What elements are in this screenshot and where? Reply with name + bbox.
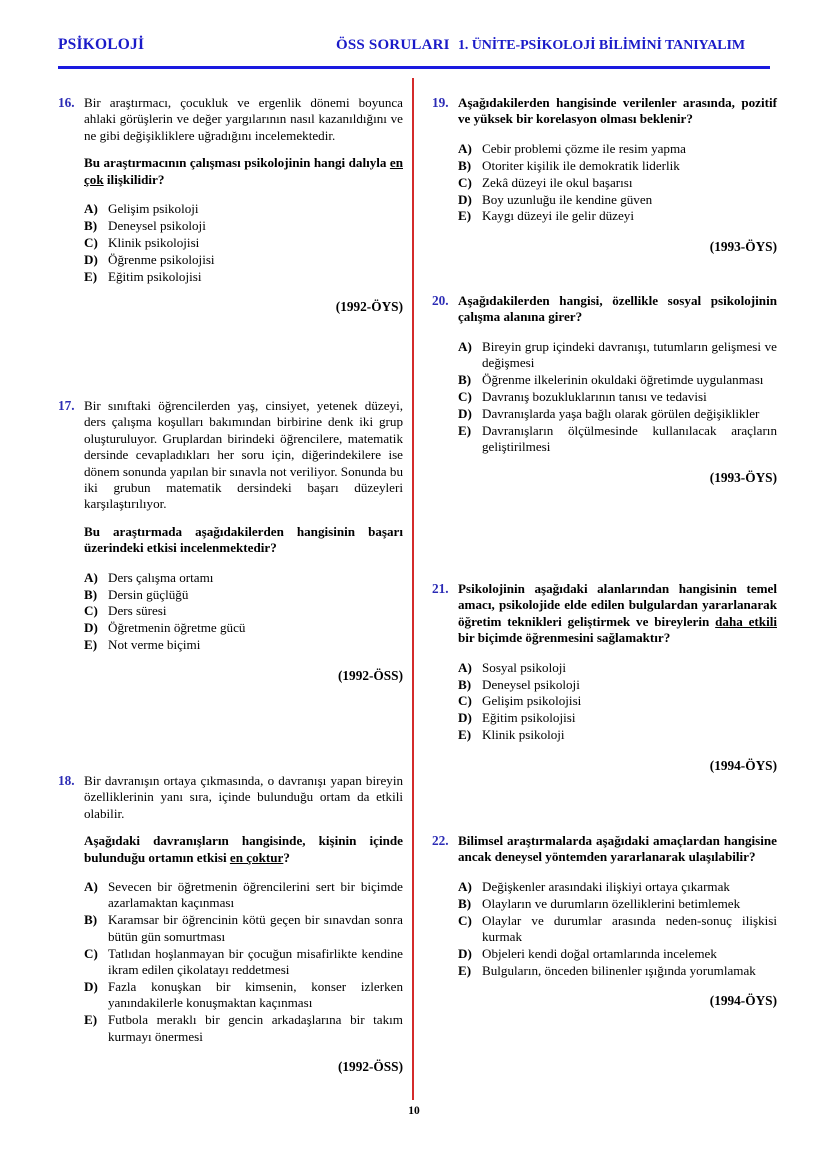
question-prompt-post: ? [283,849,290,865]
question-stem: Bir araştırmacı, çocukluk ve ergenlik dönemi boyunca ahlaki görüşlerin ve değer yargılarının nasıl kazanıldığını ve ne gibi değişikliklere uğradığını incelemektedir. [84,95,403,143]
question-prompt-emphasis: en çok [84,155,403,187]
answer-option[interactable] [458,896,777,912]
question-prompt-emphasis: daha etkili [715,613,777,629]
answer-option-key: D) [84,978,98,994]
answer-option[interactable] [84,201,403,217]
question-prompt-emphasis: en çoktur [229,849,284,865]
answer-option[interactable] [458,677,777,693]
question-block [432,293,777,486]
answer-option-key: B) [84,912,98,928]
question-source: (1994-ÖYS) [709,757,777,773]
answer-option[interactable] [458,710,777,726]
answer-option-text: Tatlıdan hoşlanmayan bir çocuğun misafirlikte kendine ikram edilen çikolatayı reddetmesi [108,945,403,978]
question-header [432,95,777,128]
answer-option-key: C) [458,389,472,405]
answer-option-key: D) [84,251,98,267]
answer-option[interactable] [458,141,777,157]
answer-option[interactable] [84,1012,403,1045]
question-number: 18. [58,773,75,788]
answer-option[interactable] [84,879,403,912]
answer-option[interactable] [458,192,777,208]
answer-option-text: Davranışlarda yaşa bağlı olarak görülen değişiklikler [482,405,760,421]
question-prompt-pre: Psikolojinin aşağıdaki alanlarından hangisinin temel amacı, psikolojide elde edilen bulgulardan yararlanarak öğretim teknikleri geliştirmek ve bireylerin [458,581,777,629]
answer-options [84,879,403,1045]
answer-option-key: B) [458,372,472,388]
question-block [432,833,777,1010]
answer-option-key: D) [458,191,472,207]
question-body [458,581,777,647]
question-body [84,95,403,188]
answer-option-key: E) [458,208,472,224]
question-block [432,95,777,255]
column-divider [412,78,414,1100]
answer-option-text: Deneysel psikoloji [482,676,580,692]
answer-option[interactable] [458,879,777,895]
question-prompt [458,293,777,326]
question-block [58,398,403,684]
answer-option-text: Cebir problemi çözme ile resim yapma [482,140,686,156]
answer-option-key: C) [84,945,98,961]
question-stem: Bir davranışın ortaya çıkmasında, o davranışı yapan bireyin özelliklerinin yanı sıra, içinde bulunduğu ortam da etkili olabilir. [84,773,403,821]
question-header [58,398,403,557]
question-header [58,95,403,188]
question-prompt [84,524,403,557]
answer-option[interactable] [458,423,777,456]
answer-option[interactable] [458,158,777,174]
answer-options [458,660,777,744]
answer-options [84,570,403,654]
question-number: 16. [58,95,75,110]
answer-option-text: Sevecen bir öğretmenin öğrencilerini sert bir biçimde azarlamaktan kaçınması [108,879,403,911]
answer-options [458,879,777,979]
question-header [432,293,777,326]
answer-option-text: Fazla konuşkan bir kimsenin, konser izlerken yanındakilerle konuşmaktan kaçınması [108,978,403,1011]
answer-option[interactable] [458,946,777,962]
answer-option-key: B) [84,217,98,233]
answer-option[interactable] [84,979,403,1012]
question-block [432,581,777,774]
answer-option-text: Karamsar bir öğrencinin kötü geçen bir sınavdan sonra bütün gün somurtması [108,912,403,944]
question-number: 20. [432,293,449,308]
answer-option-text: Futbola meraklı bir gencin arkadaşlarına bir takım kurmayı önermesi [108,1012,403,1044]
answer-option-text: Davranışların ölçülmesinde kullanılacak araçların geliştirilmesi [482,422,777,455]
answer-option-key: E) [458,962,472,978]
question-prompt [458,833,777,866]
question-prompt-pre: Aşağıdaki davranışların hangisinde, kişinin içinde bulunduğu ortamın etkisi [84,833,403,865]
question-number: 19. [432,95,449,110]
question-prompt-post: ilişkilidir? [103,171,165,187]
question-header [432,581,777,647]
answer-option-key: E) [84,268,98,284]
question-prompt [458,95,777,128]
answer-option-key: B) [458,157,472,173]
answer-option[interactable] [458,372,777,388]
question-stem: Bir sınıftaki öğrencilerden yaş, cinsiyet, yetenek düzeyi, ders çalışma koşulları bakımından birbirine denk iki grup oluşturuluyor. Gruplardan birindeki öğrencilere, matematik dersinde cevapladıkları her soru için, diğerindekilere ise dönem sonunda yapılan bir sınavla not veriliyor. Sonunda bu iki grubun matematik dersindeki başarı düzeyleri karşılaştırılıyor. [84,398,403,512]
answer-option-key: C) [458,693,472,709]
answer-option[interactable] [84,587,403,603]
answer-option-key: E) [84,637,98,653]
question-source: (1993-ÖYS) [709,469,777,485]
question-prompt-pre: Bu araştırmacının çalışması psikolojinin hangi dalıyla [84,155,390,171]
question-block [58,95,403,315]
answer-option-key: D) [458,710,472,726]
question-prompt-pre: Aşağıdakilerden hangisinde verilenler arasında, pozitif ve yüksek bir korelasyon olması beklenir? [458,95,777,127]
answer-option[interactable] [458,727,777,743]
answer-option-text: Olayların ve durumların özelliklerini betimlemek [482,895,741,911]
answer-options [458,141,777,225]
question-body [458,95,777,128]
answer-option-text: Gelişim psikoloji [108,201,199,217]
answer-option[interactable] [84,620,403,636]
answer-option[interactable] [84,235,403,251]
answer-option-key: A) [84,201,98,217]
question-prompt [458,581,777,647]
question-body [458,833,777,866]
answer-option-text: Öğretmenin öğretme gücü [108,620,246,636]
answer-option[interactable] [458,406,777,422]
answer-option[interactable] [84,946,403,979]
answer-option-text: Bulguların, önceden bilinenler ışığında yorumlamak [482,962,756,978]
answer-option-text: Objeleri kendi doğal ortamlarında incelemek [482,945,717,961]
answer-option-text: Klinik psikolojisi [108,234,200,250]
page-header [58,36,770,62]
header-rule [58,66,770,69]
answer-option-key: D) [84,620,98,636]
page-number: 10 [408,1105,420,1117]
answer-option[interactable] [458,693,777,709]
answer-option[interactable] [458,175,777,191]
answer-option[interactable] [458,963,777,979]
answer-option-text: Dersin güçlüğü [108,586,189,602]
answer-option-text: Not verme biçimi [108,637,201,653]
answer-option-text: Deneysel psikoloji [108,217,206,233]
answer-option-key: C) [458,174,472,190]
answer-option-text: Eğitim psikolojisi [482,710,576,726]
question-prompt-post: bir biçimde öğrenmesini sağlamaktır? [458,630,671,646]
question-source: (1993-ÖYS) [709,238,777,254]
answer-option-key: D) [458,405,472,421]
answer-option-text: Öğrenme psikolojisi [108,251,215,267]
header-subject-title: PSİKOLOJİ [58,36,145,53]
answer-option-text: Sosyal psikoloji [482,659,567,675]
answer-options [458,339,777,456]
answer-option-key: E) [458,727,472,743]
answer-option-text: Boy uzunluğu ile kendine güven [482,191,653,207]
question-body [84,773,403,866]
answer-option[interactable] [84,637,403,653]
answer-option-text: Otoriter kişilik ile demokratik liderlik [482,157,680,173]
answer-option-text: Değişkenler arasındaki ilişkiyi ortaya çıkarmak [482,878,730,894]
answer-option-text: Ders çalışma ortamı [108,569,214,585]
question-prompt [84,155,403,188]
answer-option[interactable] [458,913,777,946]
question-source: (1994-ÖYS) [709,993,777,1009]
answer-option-text: Klinik psikoloji [482,727,565,743]
answer-option-key: A) [84,879,98,895]
question-prompt-pre: Bilimsel araştırmalarda aşağıdaki amaçlardan hangisine ancak deneysel yöntemden yararlanarak ulaşılabilir? [458,833,777,865]
answer-option-key: A) [458,659,472,675]
answer-option[interactable] [458,660,777,676]
answer-option-text: Zekâ düzeyi ile okul başarısı [482,174,633,190]
answer-option-key: D) [458,945,472,961]
answer-option[interactable] [458,389,777,405]
answer-option-key: A) [458,878,472,894]
answer-option-key: E) [458,422,472,438]
question-prompt-pre: Aşağıdakilerden hangisi, özellikle sosyal psikolojinin çalışma alanına girer? [458,293,777,325]
question-header [58,773,403,866]
answer-option[interactable] [84,252,403,268]
answer-option-key: C) [84,603,98,619]
header-unit-title: 1. ÜNİTE-PSİKOLOJİ BİLİMİNİ TANIYALIM [458,38,745,53]
question-number: 22. [432,833,449,848]
question-number: 17. [58,398,75,413]
answer-option-key: C) [458,912,472,928]
answer-option-text: Kaygı düzeyi ile gelir düzeyi [482,208,634,224]
question-number: 21. [432,581,449,596]
answer-option-text: Eğitim psikolojisi [108,268,202,284]
answer-option-text: Öğrenme ilkelerinin okuldaki öğretimde uygulanması [482,372,764,388]
answer-option-key: A) [458,338,472,354]
question-block [58,773,403,1076]
answer-option[interactable] [458,339,777,372]
answer-option-text: Gelişim psikolojisi [482,693,582,709]
answer-option-key: B) [458,676,472,692]
question-header [432,833,777,866]
answer-option-key: B) [458,895,472,911]
answer-option-key: B) [84,586,98,602]
answer-options [84,201,403,285]
question-prompt [84,833,403,866]
answer-option[interactable] [84,570,403,586]
question-body [458,293,777,326]
answer-option-key: C) [84,234,98,250]
answer-option-text: Bireyin grup içindeki davranışı, tutumların gelişmesi ve değişmesi [482,338,777,371]
answer-option-text: Davranış bozukluklarının tanısı ve tedavisi [482,389,707,405]
answer-option-key: A) [84,569,98,585]
answer-option[interactable] [458,208,777,224]
answer-option-key: E) [84,1012,98,1028]
question-source: (1992-ÖSS) [337,1059,403,1075]
answer-option-text: Ders süresi [108,603,167,619]
answer-option[interactable] [84,218,403,234]
header-center-title: ÖSS SORULARI [336,37,450,53]
question-source: (1992-ÖYS) [335,299,403,315]
question-source: (1992-ÖSS) [337,667,403,683]
answer-option[interactable] [84,269,403,285]
answer-option[interactable] [84,603,403,619]
question-prompt-pre: Bu araştırmada aşağıdakilerden hangisinin başarı üzerindeki etkisi incelenmektedir? [84,523,403,556]
answer-option-text: Olaylar ve durumlar arasında neden-sonuç ilişkisi kurmak [482,912,777,945]
question-body [84,398,403,557]
answer-option-key: A) [458,140,472,156]
answer-option[interactable] [84,912,403,945]
